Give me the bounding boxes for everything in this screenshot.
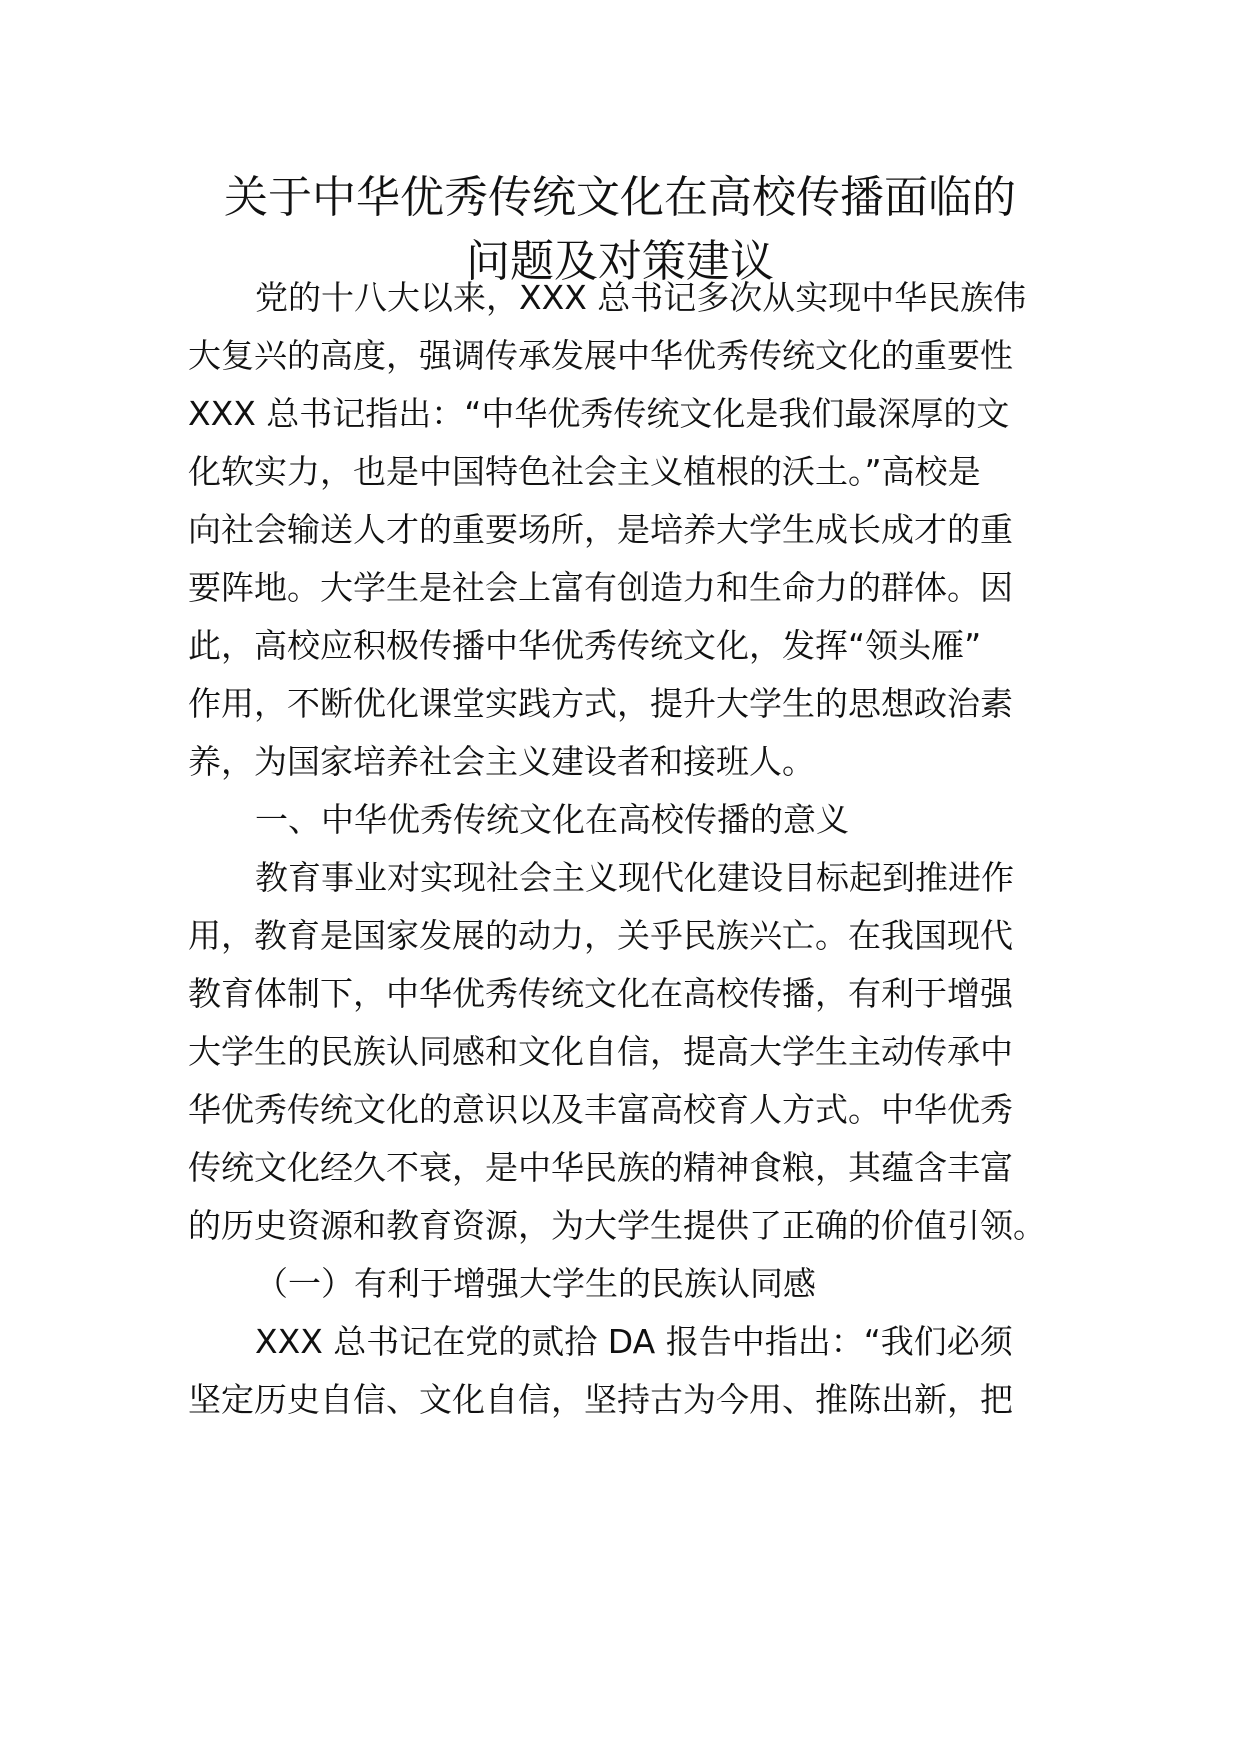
paragraph-1-line-5: 向社会输送人才的重要场所，是培养大学生成长成才的重 <box>188 510 1013 549</box>
paragraph-2-line-4: 大学生的民族认同感和文化自信，提高大学生主动传承中 <box>188 1032 1013 1071</box>
document-title-line-1: 关于中华优秀传统文化在高校传播面临的 <box>224 172 1016 223</box>
paragraph-2-line-2: 用，教育是国家发展的动力，关乎民族兴亡。在我国现代 <box>188 916 1013 955</box>
paragraph-1-line-8: 作用，不断优化课堂实践方式，提升大学生的思想政治素 <box>188 684 1013 723</box>
paragraph-2-line-6: 传统文化经久不衰，是中华民族的精神食粮，其蕴含丰富 <box>188 1148 1013 1187</box>
paragraph-2-line-7: 的历史资源和教育资源，为大学生提供了正确的价值引领。 <box>188 1206 1046 1245</box>
paragraph-1-line-6: 要阵地。大学生是社会上富有创造力和生命力的群体。因 <box>188 568 1013 607</box>
paragraph-1-line-1: 党的十八大以来，XXX 总书记多次从实现中华民族伟 <box>255 278 1027 317</box>
paragraph-3-line-2: 坚定历史自信、文化自信，坚持古为今用、推陈出新，把 <box>188 1380 1013 1419</box>
paragraph-2-line-5: 华优秀传统文化的意识以及丰富高校育人方式。中华优秀 <box>188 1090 1013 1129</box>
paragraph-1-line-3: XXX 总书记指出：“中华优秀传统文化是我们最深厚的文 <box>188 394 1010 433</box>
paragraph-1-line-2: 大复兴的高度，强调传承发展中华优秀传统文化的重要性 <box>188 336 1013 375</box>
paragraph-1-line-7: 此，高校应积极传播中华优秀传统文化，发挥“领头雁” <box>188 626 982 665</box>
paragraph-1-line-9: 养，为国家培养社会主义建设者和接班人。 <box>188 742 815 781</box>
paragraph-3-line-1: XXX 总书记在党的贰拾 DA 报告中指出：“我们必须 <box>255 1322 1013 1361</box>
section-heading-1: 一、中华优秀传统文化在高校传播的意义 <box>255 800 849 839</box>
paragraph-1-line-4: 化软实力，也是中国特色社会主义植根的沃土。”高校是 <box>188 452 981 491</box>
subsection-heading-1: （一）有利于增强大学生的民族认同感 <box>255 1264 816 1303</box>
document-title-line-2: 问题及对策建议 <box>466 236 774 287</box>
paragraph-2-line-1: 教育事业对实现社会主义现代化建设目标起到推进作 <box>255 858 1014 897</box>
paragraph-2-line-3: 教育体制下，中华优秀传统文化在高校传播，有利于增强 <box>188 974 1013 1013</box>
